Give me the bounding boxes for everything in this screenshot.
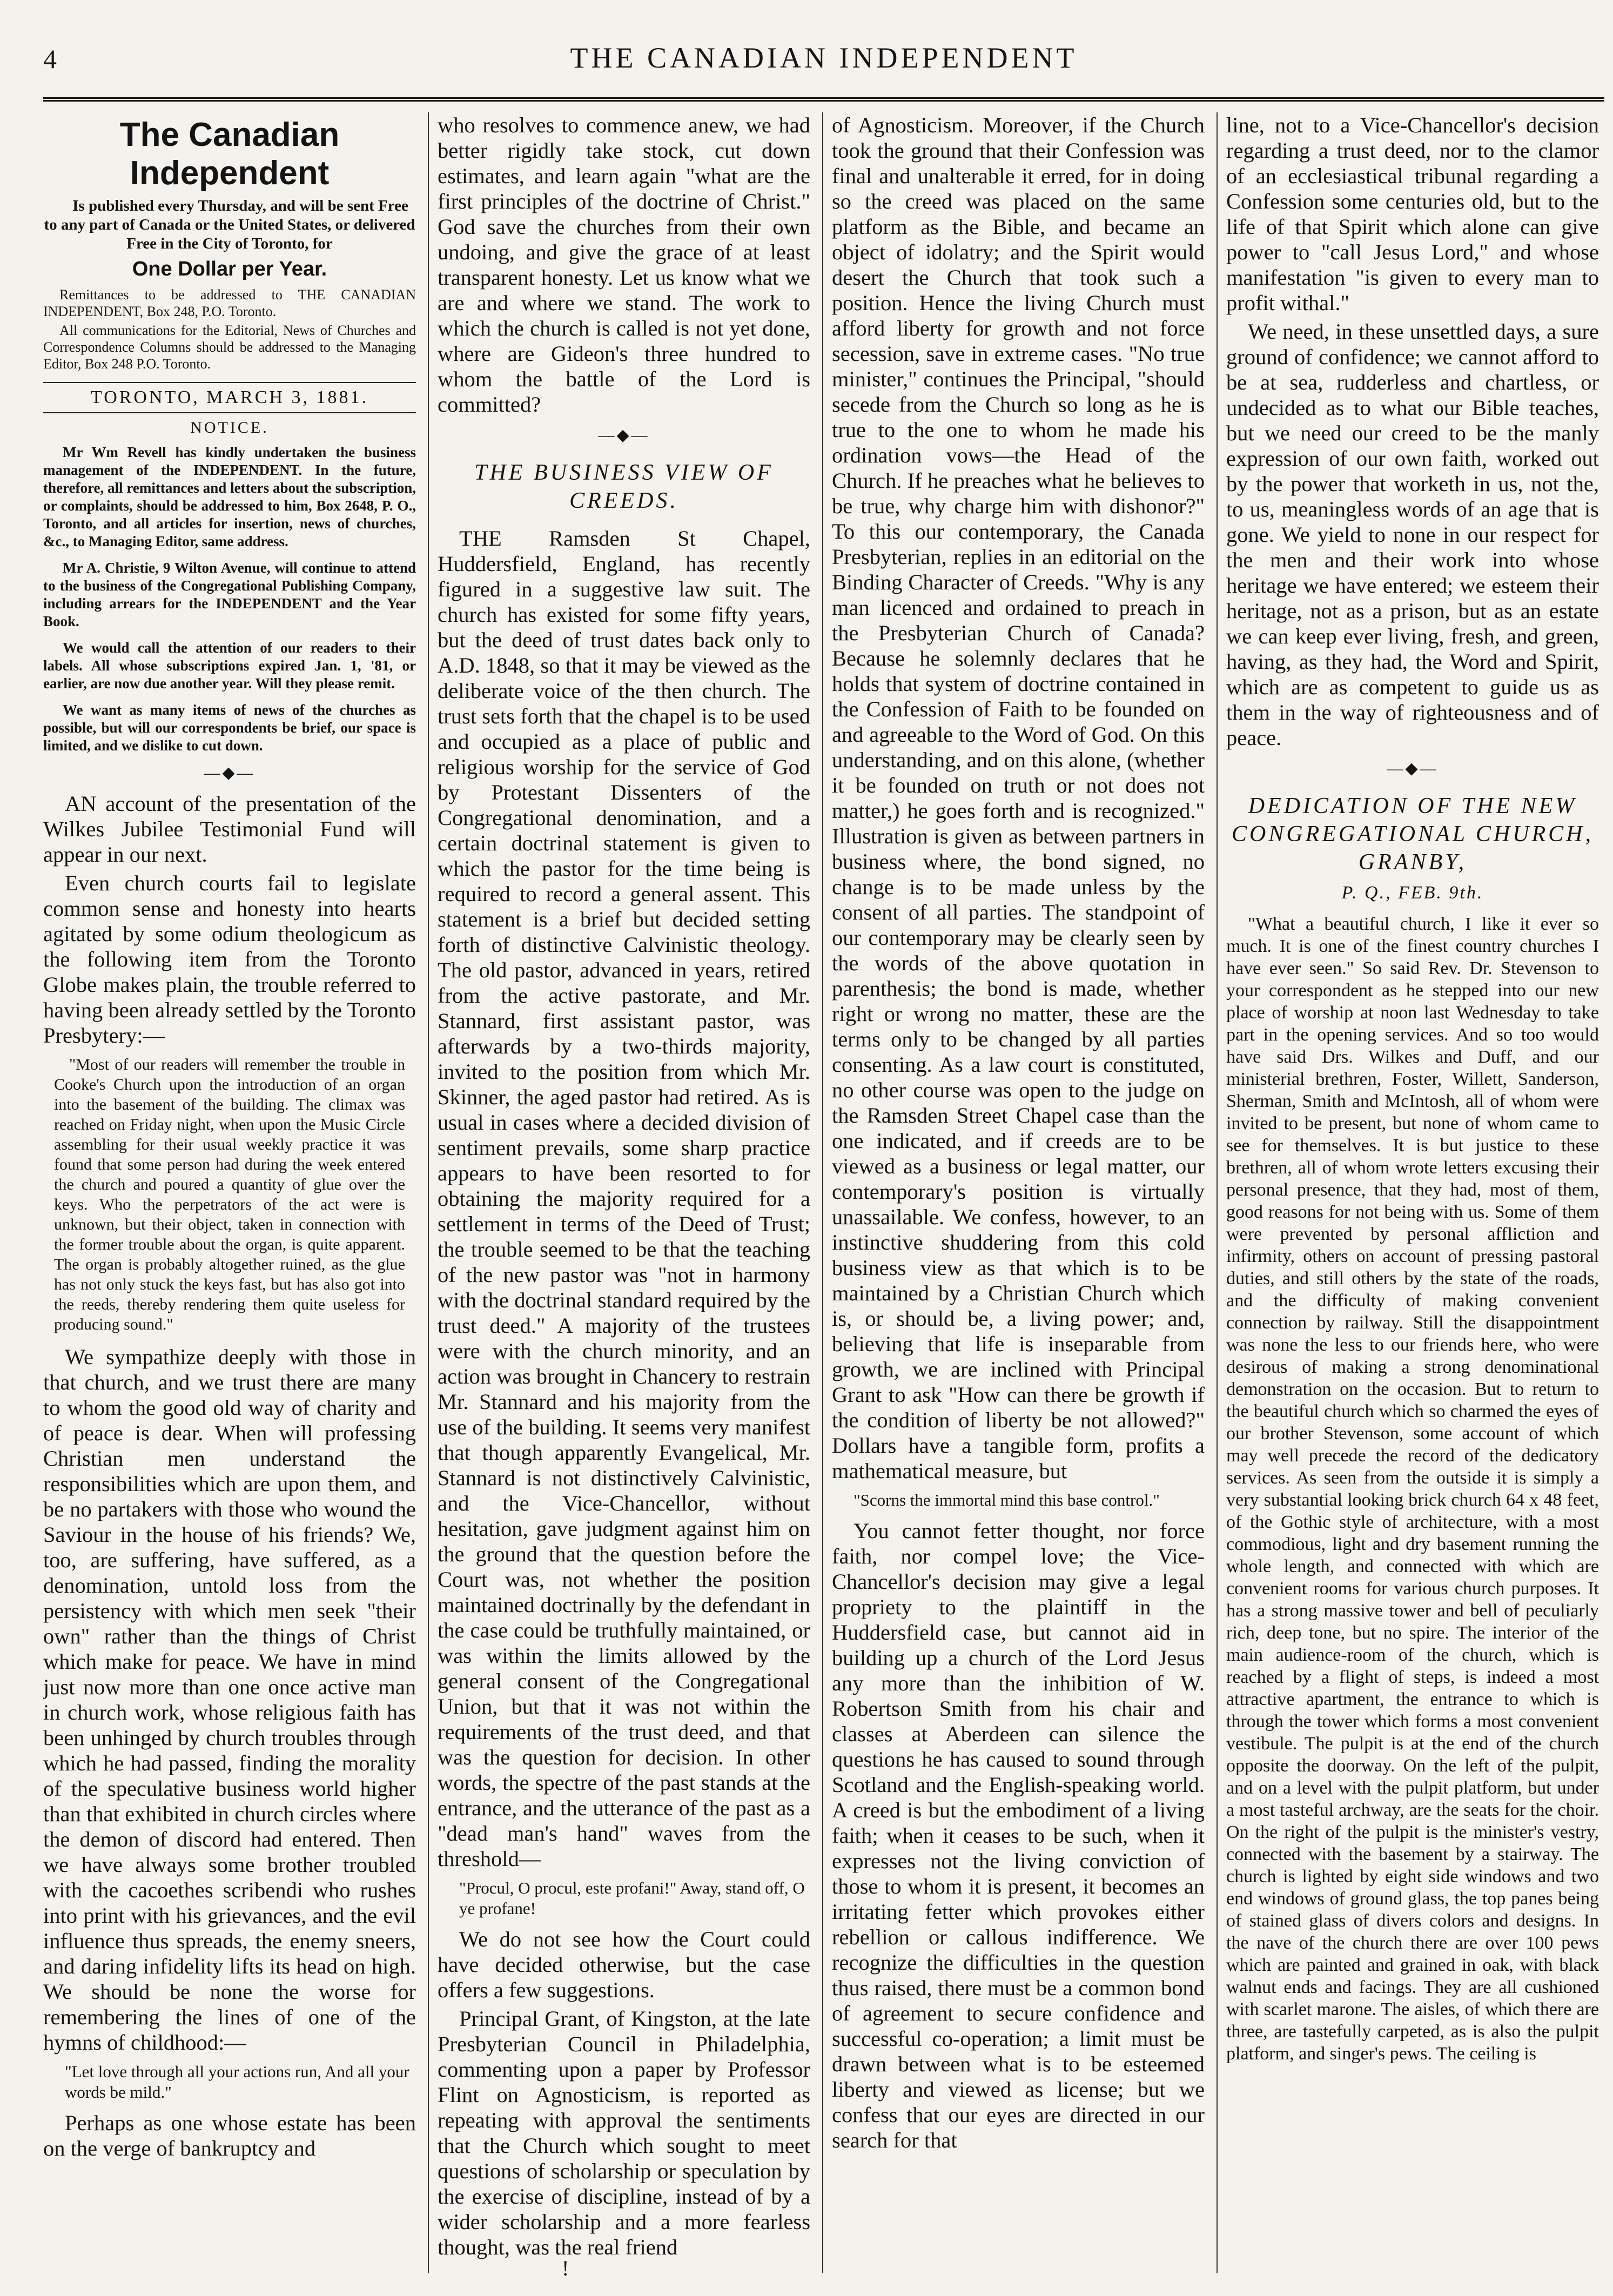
column-rule bbox=[1217, 112, 1218, 2273]
masthead-price: One Dollar per Year. bbox=[132, 258, 327, 280]
notice-item: We want as many items of news of the churches as possible, but will our correspondents be brief, our space is limited, and we dislike to cut down. bbox=[43, 702, 416, 754]
article-paragraph: THE Ramsden St Chapel, Huddersfield, England, has recently figured in a suggestive law suit. The church has existed for some fifty years, but the deed of trust dates back only to A.D. 1848, so that it may be viewed as the deliberate voice of the then church. The trust sets forth that the chapel is to be used and occupied as a place of public and religious worship for the service of God by Protestant Dissenters of the Congregational denomination, and a certain doctrinal statement is given to which the pastor for the time being is required to record a general assent. This statement is a brief but decided setting forth of distinctive Calvinistic theology. The old pastor, advanced in years, retired from the active pastorate, and Mr. Stannard, first assistant pastor, was afterwards by a two-thirds majority, invited to the position from which Mr. Skinner, the aged pastor had retired. As is usual in cases where a decided division of sentiment prevails, some sharp practice appears to have been resorted to for obtaining the majority required for a settlement in terms of the Deed of Trust; the trouble seemed to be that the teaching of the new pastor was "not in harmony with the doctrinal standard required by the trust deed." A majority of the trustees were with the church minority, and an action was brought in Chancery to restrain Mr. Stannard and his majority from the use of the building. It seems very manifest that though apparently Evangelical, Mr. Stannard is not distinctively Calvinistic, and the Vice-Chancellor, without hesitation, gave judgment against him on the ground that the question before the Court was, not whether the position maintained doctrinally by the defendant in the case could be truthfully maintained, or was within the limits allowed by the general consent of the Congregational Union, but that it was not within the requirements of the trust deed, and that was the question for decision. In other words, the spectre of the past stands at the entrance, and the utterance of the past as a "dead man's hand" waves from the threshold— bbox=[438, 526, 810, 1871]
ornament-divider: —◆— bbox=[598, 426, 650, 444]
notice-item: We would call the attention of our readers to their labels. All whose subscriptions expired Jan. 1, '81, or earlier, are now due another year. Will they please remit. bbox=[43, 640, 416, 692]
column-rule bbox=[822, 112, 823, 2273]
page-mark: ! bbox=[562, 2256, 569, 2280]
ornament-divider: —◆— bbox=[1387, 760, 1439, 777]
column-rule bbox=[428, 112, 429, 2273]
page-number: 4 bbox=[43, 44, 57, 74]
article-paragraph: AN account of the presentation of the Wilkes Jubilee Testimonial Fund will appear in our next. bbox=[43, 791, 416, 867]
page-header bbox=[43, 22, 1604, 102]
article-paragraph: You cannot fetter thought, nor force faith, nor compel love; the Vice-Chancellor's decision may give a legal propriety to the plaintiff in the Huddersfield case, but cannot aid in building up a church of the Lord Jesus any more than the inhibition of W. Robertson Smith from his chair and classes at Aberdeen can silence the questions he has caused to sound through Scotland and the English-speaking world. A creed is but the embodiment of a living faith; when it ceases to be such, when it expresses not the living conviction of those to whom it is present, it becomes an irritating fetter which provokes either rebellion or callous indifference. We recognize the difficulties in the question thus raised, there must be a common bond of agreement to secure confidence and successful co-operation; a limit must be drawn between what is to be esteemed liberty and viewed as license; but we confess that our eyes are directed in our search for that bbox=[832, 1519, 1205, 2152]
article-paragraph: We sympathize deeply with those in that church, and we trust there are many to whom the good old way of charity and of peace is dear. When will professing Christian men understand the responsibilities which are upon them, and be no partakers with those who wound the Saviour in the house of his friends? We, too, are suffering, have suffered, as a denomination, untold loss from the persistency with which men seek "their own" rather than the things of Christ which make for peace. We have in mind just now more than one once active man in church work, whose religious faith has been unhinged by church troubles through which he had passed, finding the morality of the speculative business world higher than that exhibited in church circles where the demon of discord had entered. Then we have always some brother troubled with the cacoethes scribendi who rushes into print with his grievances, and the evil influence thus spreads, the enemy sneers, and daring infidelity lifts its head on high. We should be none the worse for remembering the lines of one of the hymns of childhood:— bbox=[43, 1345, 416, 2055]
newspaper-page bbox=[43, 22, 1604, 2285]
verse-quote: "Procul, O procul, este profani!" Away, stand off, O ye profane! bbox=[459, 1878, 805, 1918]
article-paragraph: Perhaps as one whose estate has been on the verge of bankruptcy and bbox=[43, 2111, 416, 2160]
column-1 bbox=[43, 112, 416, 2279]
masthead-title: The Canadian Independent bbox=[119, 116, 340, 192]
notice-item: Mr A. Christie, 9 Wilton Avenue, will continue to attend to the business of the Congregational Publishing Company, including arrears for the INDEPENDENT and the Year Book. bbox=[43, 560, 416, 629]
article-paragraph: "What a beautiful church, I like it ever so much. It is one of the finest country churches I have ever seen." So said Rev. Dr. Stevenson to your correspondent as he stepped into our new place of worship at noon last Wednesday to take part in the opening services. And so too would have said Drs. Wilkes and Duff, and our ministerial brethren, Foster, Willett, Sanderson, Sherman, Smith and McIntosh, all of whom were invited to be present, but none of whom came to see for themselves. It is but justice to these brethren, all of whom wrote letters excusing their personal presence, that they had, most of them, good reasons for not being with us. Some of them were prevented by personal affliction and infirmity, others on account of pressing pastoral duties, and still others by the state of the roads, and the difficulty of making convenient connection by railway. Still the disappointment was none the less to our friends here, who were desirous of making a strong denominational demonstration on the occasion. But to return to the beautiful church which so charmed the eyes of our brother Stevenson, some account of which may well precede the record of the dedicatory services. As seen from the outside it is simply a very substantial looking brick church 64 x 48 feet, of the Gothic style of architecture, with a most commodious, light and dry basement running the whole length, and connected with which are convenient rooms for various church purposes. It has a strong massive tower and bell of peculiarly rich, deep tone, but no spire. The interior of the main audience-room of the church, which is reached by a flight of steps, is indeed a most attractive apartment, the entrance to which is through the tower which forms a most convenient vestibule. The pulpit is at the end of the church opposite the doorway. On the left of the pulpit, and on a level with the pulpit platform, but under a most tasteful archway, are the seats for the choir. On the right of the pulpit is the minister's vestry, connected with the basement by a stairway. The church is lighted by eight side windows and two end windows of ground glass, the top panes being of stained glass of divers colors and designs. In the nave of the church there are over 100 pews which are painted and grained in oak, with black walnut ends and facings. They are all cushioned with scarlet marone. The aisles, of which there are three, are tastefully carpeted, as is also the pulpit platform, and singer's pews. The ceiling is bbox=[1226, 914, 1599, 2064]
article-paragraph: We need, in these unsettled days, a sure ground of confidence; we cannot afford to be at sea, rudderless and chartless, or undecided as to what our Bible teaches, but we need our creed to be the manly expression of our own faith, worked out by the power that worketh in us, not the, to us, meaningless words of an age that is gone. We yield to none in our respect for the men and their work into whose heritage we have entered; we esteem their heritage, not as a prison, but as an estate we can keep ever living, fresh, and green, having, as they had, the Word and Spirit, which are as competent to guide us as them in the way of righteousness and of peace. bbox=[1226, 319, 1599, 750]
section-title: THE BUSINESS VIEW OF CREEDS. bbox=[474, 460, 774, 513]
section-subtitle: P. Q., FEB. 9th. bbox=[1341, 883, 1484, 903]
ornament-divider: —◆— bbox=[204, 764, 256, 782]
columns bbox=[43, 112, 1604, 2284]
column-4 bbox=[1226, 112, 1599, 2279]
verse-quote: "Let love through all your actions run, And all your words be mild." bbox=[65, 2062, 409, 2102]
article-paragraph: Principal Grant, of Kingston, at the late Presbyterian Council in Philadelphia, commenting upon a paper by Professor Flint on Agnosticism, is reported as repeating with approval the sentiments that the Church which sought to meet questions of scholarship or speculation by the exercise of discipline, instead of by a wider scholarship and a more fearless thought, was the real friend bbox=[438, 2006, 810, 2259]
masthead-communications: All communications for the Editorial, News of Churches and Correspondence Columns should be addressed to the Managing Editor, Box 248 P.O. Toronto. bbox=[43, 323, 416, 372]
masthead-remittance: Remittances to be addressed to THE CANADIAN INDEPENDENT, Box 248, P.O. Toronto. bbox=[43, 287, 416, 319]
article-paragraph: Even church courts fail to legislate common sense and honesty into hearts agitated by some odium theologicum as the following item from the Toronto Globe makes plain, the trouble referred to having been already settled by the Toronto Presbytery:— bbox=[43, 871, 416, 1048]
verse-quote: "Scorns the immortal mind this base control." bbox=[853, 1491, 1160, 1509]
masthead-subscription: Is published every Thursday, and will be sent Free to any part of Canada or the United States, or delivered Free in the City of Toronto, for bbox=[44, 197, 415, 252]
article-paragraph: of Agnosticism. Moreover, if the Church took the ground that their Confession was final and unalterable it erred, for in doing so the creed was placed on the same platform as the Bible, and became an object of idolatry; and the Spirit would desert the Church that took such a position. Hence the living Church must afford liberty for growth and not force secession, save in extreme cases. "No true minister," continues the Principal, "should secede from the Church so long as he is true to the one to whom he made his ordination vows—the Head of the Church. If he preaches what he believes to be true, why charge him with dishonor?" To this our contemporary, the Canada Presbyterian, replies in an editorial on the Binding Character of Creeds. "Why is any man licenced and ordained to preach in the Presbyterian Church of Canada? Because he solemnly declares that he holds that system of doctrine contained in the Confession of Faith to be founded on and agreeable to the Word of God. On this understanding, and on this alone, (whether it be founded on truth or not does not matter,) he goes forth and is recognized." Illustration is given as between partners in business where, the bond signed, no change is to be made unless by the consent of all parties. The standpoint of our contemporary may be clearly seen by the words of the above quotation in parenthesis; the bond is made, whether right or wrong no matter, these are the terms only to be changed by all parties consenting. As a law court is constituted, no other course was open to the judge on the Ramsden Street Chapel case than the one indicated, and if creeds are to be viewed as a business or legal matter, our contemporary's position is virtually unassailable. We confess, however, to an instinctive shuddering from this cold business view as that which is to be maintained by a Christian Church which is, or should be, a living power; and, believing that life is inseparable from growth, we are inclined with Principal Grant to ask "How can there be growth if the condition of liberty be not allowed?" Dollars have a tangible form, profits a mathematical measure, but bbox=[832, 113, 1205, 1483]
article-paragraph: who resolves to commence anew, we had better rigidly take stock, cut down estimates, and learn again "what are the first principles of the doctrine of Christ." God save the churches from their own undoing, and give the grace of at least transparent honesty. Let us know what we are and where we stand. The work to which the church is called is not yet done, where are Gideon's three hundred to whom the battle of the Lord is committed? bbox=[438, 113, 810, 417]
article-paragraph: line, not to a Vice-Chancellor's decision regarding a trust deed, nor to the clamor of an ecclesiastical tribunal regarding a Confession some centuries old, but to the life of that Spirit which alone can give power to "call Jesus Lord," and whose manifestation "is given to every man to profit withal." bbox=[1226, 113, 1599, 315]
dateline: TORONTO, MARCH 3, 1881. bbox=[43, 382, 416, 413]
article-paragraph: We do not see how the Court could have decided otherwise, but the case offers a few suggestions. bbox=[438, 1927, 810, 2002]
notice-item: Mr Wm Revell has kindly undertaken the business management of the INDEPENDENT. In the future, therefore, all remittances and letters about the subscription, or complaints, should be addressed to him, Box 2648, P. O., Toronto, and all articles for insertion, news of churches, &c., to Managing Editor, same address. bbox=[43, 444, 416, 549]
paper-title: THE CANADIAN INDEPENDENT bbox=[570, 42, 1078, 74]
column-2 bbox=[438, 112, 810, 2279]
column-3 bbox=[832, 112, 1205, 2279]
section-title: DEDICATION OF THE NEW CONGREGATIONAL CHURCH, GRANBY, bbox=[1231, 794, 1594, 875]
block-quote: "Most of our readers will remember the trouble in Cooke's Church upon the introduction of an organ into the basement of the building. The climax was reached on Friday night, when upon the Music Circle assembling for their usual weekly practice it was found that some person had during the week entered the church and poured a quantity of glue over the keys. Who the perpetrators of the act were is unknown, but their object, taken in connection with the former trouble about the organ, is quite apparent. The organ is probably altogether ruined, as the glue has not only stuck the keys fast, but has also got into the reeds, thereby rendering them quite useless for producing sound." bbox=[54, 1056, 405, 1333]
notice-heading: NOTICE. bbox=[190, 419, 269, 437]
